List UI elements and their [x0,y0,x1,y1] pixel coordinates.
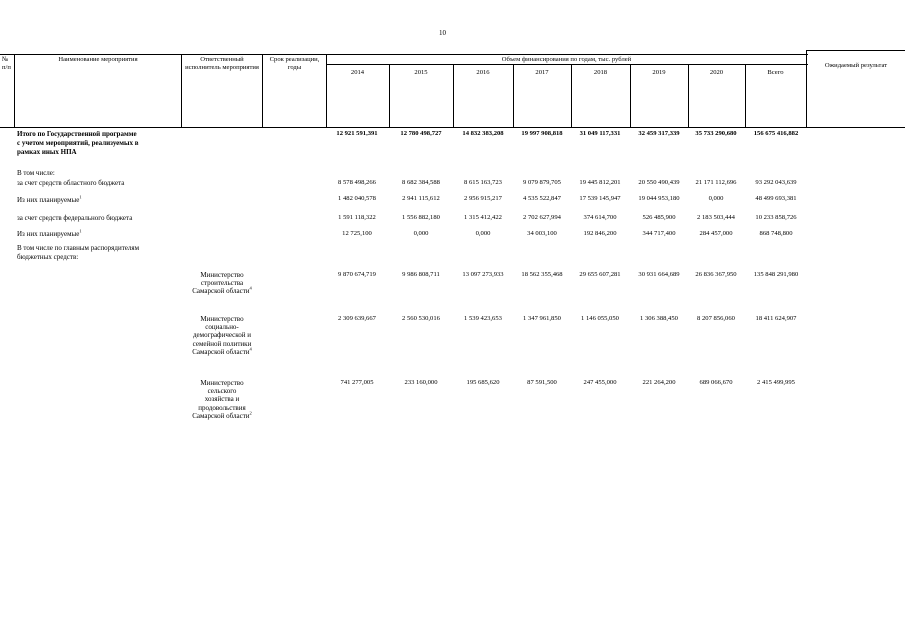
planned-federal-value-3: 34 003,100 [527,230,557,237]
regional-value-2: 8 615 163,723 [464,179,502,186]
ministry-social-value-2: 1 539 423,653 [464,315,502,322]
ministry-social-value-6: 8 207 856,060 [697,315,735,322]
ministry-agriculture-value-3: 87 591,500 [527,379,557,386]
planned-federal-value-2: 0,000 [475,230,491,237]
ministry-construction-value-4: 29 655 607,281 [579,271,621,278]
year-2016-header: 2016 [476,69,490,76]
ministry-construction-value-5: 30 931 664,689 [638,271,680,278]
ministry-construction-value-1: 9 986 808,711 [402,271,440,278]
year-2019-header: 2019 [652,69,666,76]
ministry-social-value-7: 18 411 624,907 [755,315,797,322]
col-result-header: Ожидаемый результат [824,62,888,69]
planned-regional-value-4: 17 539 145,947 [579,195,621,202]
federal-budget-label: за счет средств федерального бюджета [17,214,133,222]
regional-value-3: 9 079 879,705 [523,179,561,186]
planned-regional-value-6: 0,000 [708,195,724,202]
year-2020-header: 2020 [709,69,724,76]
total-label-line3: рамках иных НПА [17,148,77,156]
regional-value-6: 21 171 112,696 [695,179,737,186]
total-label-line1: Итого по Государственной программе [17,130,137,138]
total-value-3: 19 997 908,818 [521,130,563,137]
ministry-social-value-3: 1 347 961,850 [523,315,561,322]
federal-value-3: 2 702 627,994 [523,214,561,221]
total-value-2: 14 832 383,208 [462,130,504,137]
total-value-0: 12 921 591,391 [336,130,378,137]
planned-label-1: Из них планируемые$^1$ [17,194,82,204]
page-number: 10 [439,29,446,37]
col-number-header: № п/п [2,56,11,71]
planned-federal-value-7: 868 748,800 [759,230,793,237]
ministry-agriculture-value-2: 195 685,620 [466,379,500,386]
planned-regional-value-5: 19 044 953,180 [638,195,680,202]
planned-federal-value-0: 12 725,100 [342,230,372,237]
federal-value-7: 10 233 858,726 [755,214,797,221]
total-value-7: 156 675 416,882 [753,130,799,137]
col-term-header: Срок реализации, годы [269,56,320,71]
ministry-social-value-5: 1 306 388,450 [640,315,678,322]
year-2014-header: 2014 [350,69,365,76]
regional-value-5: 20 550 490,439 [638,179,680,186]
federal-value-1: 1 556 882,180 [402,214,440,221]
planned-federal-value-5: 344 717,400 [642,230,676,237]
total-header: Всего [767,69,784,76]
total-value-6: 35 733 290,680 [695,130,737,137]
ministry-agriculture-value-6: 689 066,670 [699,379,733,386]
planned-label-2: Из них планируемые$^1$ [17,228,82,238]
ministry-social-value-0: 2 309 639,667 [338,315,376,322]
federal-value-2: 1 315 412,422 [464,214,502,221]
ministry-social-value-4: 1 146 055,050 [581,315,619,322]
planned-regional-value-0: 1 482 040,578 [338,195,376,202]
planned-federal-value-1: 0,000 [413,230,429,237]
year-2018-header: 2018 [593,69,608,76]
col-name-header: Наименование мероприятия [58,56,138,63]
total-value-4: 31 049 117,331 [579,130,621,137]
by-main-distributors-line2: бюджетных средств: [17,253,79,261]
ministry-agriculture-label: Министерство сельского хозяйства и продовольствия Самарской области$^2$ [192,379,252,420]
ministry-social-value-1: 2 560 530,016 [402,315,440,322]
ministry-agriculture-value-1: 233 160,000 [404,379,438,386]
regional-value-4: 19 445 812,201 [579,179,621,186]
federal-value-0: 1 591 118,322 [338,214,376,221]
planned-regional-value-3: 4 535 522,847 [523,195,561,202]
year-2017-header: 2017 [535,69,549,76]
total-value-1: 12 780 498,727 [400,130,442,137]
federal-value-4: 374 614,700 [583,214,617,221]
regional-budget-label: за счет средств областного бюджета [17,179,125,187]
ministry-construction-value-6: 26 836 367,950 [695,271,737,278]
ministry-agriculture-value-5: 221 264,200 [642,379,676,386]
regional-value-0: 8 578 498,266 [338,179,376,186]
ministry-social-label: Министерство социально- демографической и семейной политики Самарской области$^4$ [192,315,252,356]
ministry-construction-value-2: 13 097 273,933 [462,271,504,278]
including-label: В том числе: [17,169,55,177]
ministry-agriculture-value-4: 247 455,000 [583,379,617,386]
planned-regional-value-7: 48 499 693,381 [755,195,797,202]
ministry-agriculture-value-0: 741 277,005 [340,379,374,386]
federal-value-6: 2 183 503,444 [697,214,735,221]
by-main-distributors-line1: В том числе по главным распорядителям [17,244,139,252]
ministry-construction-value-7: 135 848 291,980 [753,271,799,278]
planned-regional-value-1: 2 941 115,612 [402,195,440,202]
regional-value-1: 8 682 384,588 [402,179,440,186]
planned-federal-value-6: 284 457,000 [699,230,733,237]
planned-regional-value-2: 2 956 915,217 [464,195,502,202]
regional-value-7: 93 292 043,639 [755,179,797,186]
total-value-5: 32 459 317,339 [638,130,680,137]
col-executor-header: Ответственный исполнитель мероприятия [185,56,259,71]
col-volume-header: Объем финансирования по годам, тыс. рублей [501,56,632,63]
ministry-construction-value-0: 9 870 674,719 [338,271,376,278]
year-2015-header: 2015 [414,69,428,76]
planned-federal-value-4: 192 846,200 [583,230,617,237]
ministry-construction-label: Министерство строительства Самарской области$^4$ [192,271,252,296]
total-label-line2: с учетом мероприятий, реализуемых в [17,139,139,147]
ministry-agriculture-value-7: 2 415 499,995 [757,379,795,386]
ministry-construction-value-3: 18 562 355,468 [521,271,563,278]
federal-value-5: 526 485,900 [642,214,676,221]
